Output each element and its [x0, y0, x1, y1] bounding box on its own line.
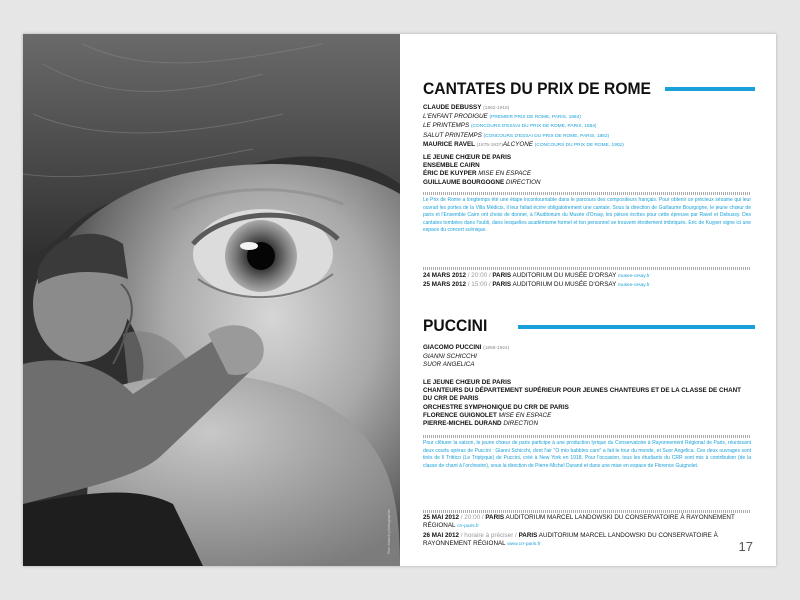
section-header-puccini: [423, 315, 493, 337]
event-date: 25 MARS 2012: [423, 281, 467, 289]
work-line: [423, 113, 753, 122]
title-rule: [518, 325, 755, 329]
composer-years: (1875-1937): [476, 142, 503, 148]
work-line: [423, 353, 753, 361]
event-venue: AUDITORIUM DU MUSÉE D'ORSAY: [511, 281, 618, 289]
title-rule: [665, 87, 755, 91]
page-number: 17: [738, 539, 753, 554]
program-page: [400, 34, 776, 566]
performer: [423, 387, 748, 403]
work-title: SALUT PRINTEMPS: [423, 131, 482, 139]
performer-role: DIRECTION: [503, 420, 538, 428]
section-description: Pour clôturer la saison, le jeune chœur de paris participe à une production lyrique du Conservatoire à Rayonnement Régional de Paris, réunissant deux courts opéras de Puccini : Gianni Schicchi, dont l'air "O mio babbino caro" a fait le tour du monde, et Suor Angelica. Ces deux ouvrages sont tirés de Il Trittico (Le Triptyque) de Puccini, créé à New York en 1918. Pour l'occasion, tous les étudiants du CRR sont mis à contribution (de la classe de chant à l'orchestre), sous la direction de Pierre-Michel Durand et dans une mise en espace de Florence Guignolet.: [423, 440, 751, 469]
venue-website-link[interactable]: musee-orsay.fr: [617, 274, 650, 279]
work-line: [423, 141, 753, 150]
section-header-cantates: [423, 78, 671, 100]
performer: [423, 170, 753, 178]
performer-role: DIRECTION: [505, 178, 541, 186]
event-city: PARIS: [492, 272, 512, 279]
work-note: (CONCOURS D'ESSAI DU PRIX DE ROME, PARIS, 1882): [483, 133, 610, 139]
work-line: [423, 122, 753, 131]
work-title: SUOR ANGELICA: [423, 361, 475, 369]
dates-list: [423, 514, 743, 549]
performer-name: GUILLAUME BOURGOGNE: [423, 178, 505, 186]
performer-role: MISE EN ESPACE: [498, 411, 552, 419]
hatch-divider: [423, 435, 751, 438]
venue-website-link[interactable]: musee-orsay.fr: [617, 283, 650, 289]
event-city: PARIS: [492, 281, 512, 289]
work-line: [423, 344, 753, 353]
performer-name: ENSEMBLE CAIRN: [423, 162, 480, 170]
section-title: CANTATES DU PRIX DE ROME: [423, 79, 651, 98]
work-title: L'ENFANT PRODIGUE: [423, 113, 488, 121]
work-title: LE PRINTEMPS: [423, 122, 470, 130]
section-description: Le Prix de Rome a longtemps été une étape incontournable dans le parcours des compositeurs français. Pour obtenir ce précieux sésame qui leur ouvrait les portes de la Villa Médicis, il leur fallait écrire obligatoirement une cantate. Sous la direction de Guillaume Bourgogne, le jeune chœur de paris et l'Ensemble Cairn ont choisi de donner, à l'Auditorium du Musée d'Orsay, les pièces écrites pour cette épreuve par Ravel et Debussy. Des cantates tombées dans l'oubli, dans lesquelles académisme formel et ton personnel se trouvent étroitement imbriqués. Eric de Kuyper signe ici une espace du concert scénique.: [423, 197, 751, 233]
works-list: [423, 104, 753, 150]
date-line: [423, 272, 753, 281]
work-title: GIANNI SCHICCHI: [423, 353, 477, 361]
performer-name: ORCHESTRE SYMPHONIQUE DU CRR DE PARIS: [423, 403, 569, 411]
photo-credit: Ron Mueck photographie: [386, 509, 391, 554]
event-city: PARIS: [485, 514, 505, 521]
performer: [423, 412, 748, 420]
performer-name: CHANTEURS DU DÉPARTEMENT SUPÉRIEUR POUR JEUNES CHANTEURS ET DE LA CLASSE DE CHANT DU CRR DE PARIS: [423, 387, 742, 403]
performer: [423, 154, 753, 162]
performers-list: [423, 154, 753, 187]
section-title: PUCCINI: [423, 316, 488, 335]
performer-name: LE JEUNE CHŒUR DE PARIS: [423, 154, 512, 161]
date-line: [423, 514, 743, 532]
work-title: ALCYONE: [502, 140, 534, 148]
date-line: [423, 281, 753, 290]
date-line: [423, 532, 743, 550]
performer: [423, 404, 748, 412]
work-note: (CONCOURS DU PRIX DE ROME, 1902): [534, 142, 624, 148]
hatch-divider: [423, 510, 751, 513]
event-time: / 20:00 /: [459, 514, 486, 521]
event-venue: AUDITORIUM MARCEL LANDOWSKI DU CONSERVATOIRE À RAYONNEMENT RÉGIONAL: [423, 514, 735, 530]
work-line: [423, 361, 753, 369]
composer-years: (1858-1924): [483, 346, 510, 351]
work-note: (CONCOURS D'ESSAI DU PRIX DE ROME, PARIS, 1884): [470, 124, 597, 130]
performer: [423, 179, 753, 187]
brochure-spread: [23, 34, 776, 566]
composer-name: CLAUDE DEBUSSY: [423, 104, 482, 111]
work-line: [423, 104, 753, 113]
performer: [423, 379, 748, 387]
dates-list: [423, 272, 753, 291]
event-venue: AUDITORIUM DU MUSÉE D'ORSAY: [511, 272, 618, 279]
performer-role: MISE EN ESPACE: [478, 170, 532, 178]
event-city: PARIS: [518, 531, 538, 539]
event-date: 25 MAI 2012: [423, 514, 460, 521]
work-note: (PREMIER PRIX DE ROME, PARIS, 1884): [489, 115, 581, 121]
venue-website-link[interactable]: crr-paris.fr: [457, 524, 479, 530]
event-date: 26 MAI 2012: [423, 531, 460, 539]
venue-website-link[interactable]: www.crr-paris.fr: [507, 541, 541, 547]
event-time: / 20:00 /: [466, 272, 493, 279]
event-date: 24 MARS 2012: [423, 272, 467, 279]
event-venue: AUDITORIUM MARCEL LANDOWSKI DU CONSERVATOIRE À RAYONNEMENT RÉGIONAL: [423, 531, 718, 547]
performer-name: FLORENCE GUIGNOLET: [423, 411, 497, 419]
sculpture-illustration: [23, 34, 400, 566]
works-list: [423, 344, 753, 370]
hatch-divider: [423, 267, 751, 270]
event-time: / 15:00 /: [466, 281, 493, 289]
composer-name: GIACOMO PUCCINI: [423, 344, 482, 351]
hatch-divider: [423, 192, 751, 195]
artwork-photo: [23, 34, 400, 566]
performer: [423, 420, 748, 428]
composer-name: MAURICE RAVEL: [423, 140, 476, 148]
performer-name: LE JEUNE CHŒUR DE PARIS: [423, 379, 512, 386]
performers-list: [423, 379, 748, 428]
performer-name: PIERRE-MICHEL DURAND: [423, 420, 502, 428]
performer-name: ÉRIC DE KUYPER: [423, 170, 477, 178]
work-line: [423, 132, 753, 141]
composer-years: (1862-1918): [483, 106, 510, 111]
event-time: / horaire à préciser /: [459, 531, 519, 539]
